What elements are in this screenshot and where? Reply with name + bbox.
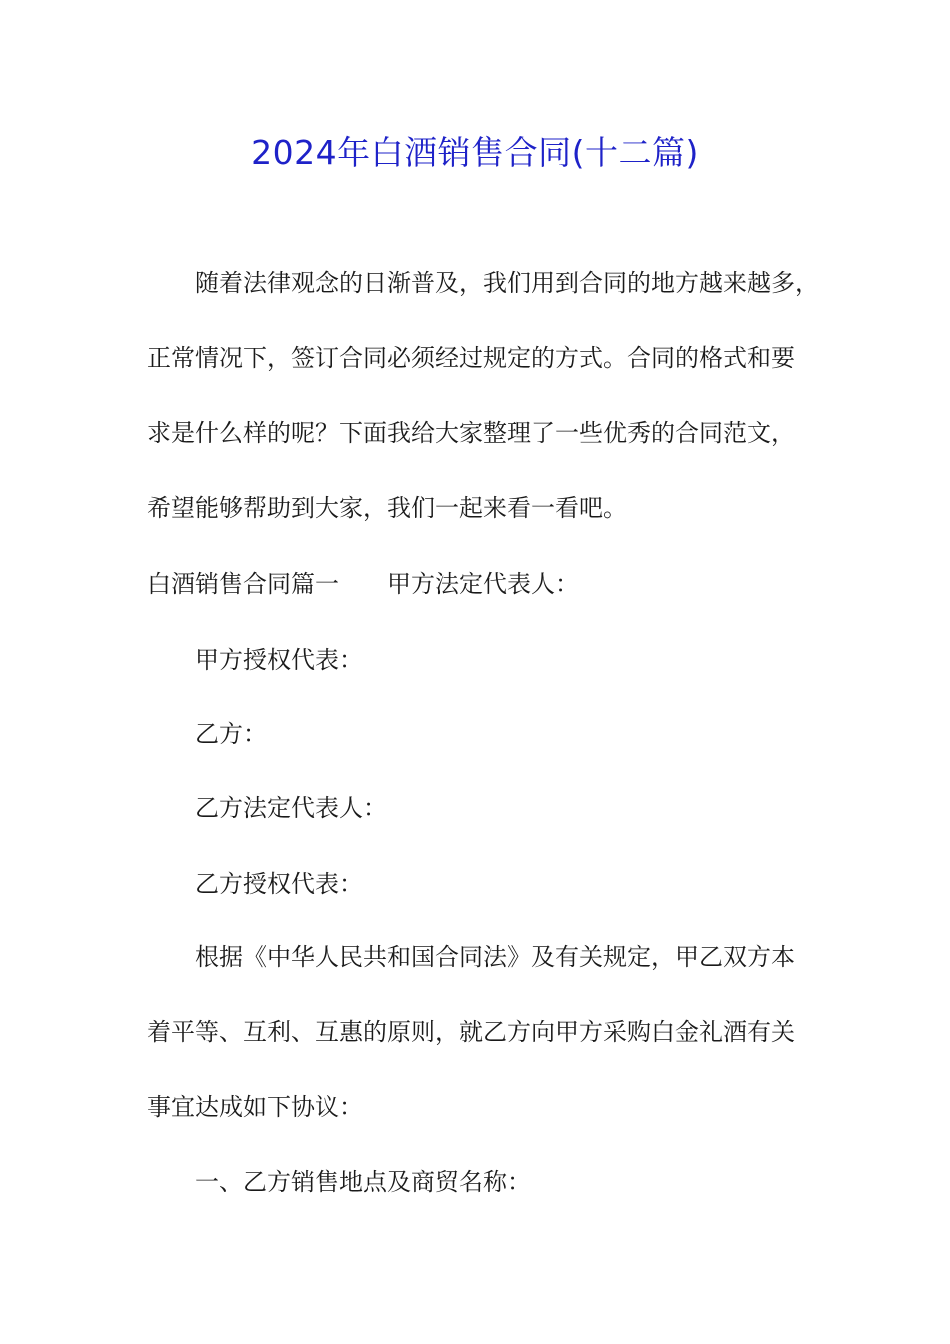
basis-line: 事宜达成如下协议： xyxy=(147,1093,363,1121)
intro-line: 希望能够帮助到大家，我们一起来看一看吧。 xyxy=(147,494,627,522)
intro-paragraph xyxy=(147,246,817,546)
intro-line: 求是什么样的呢？下面我给大家整理了一些优秀的合同范文， xyxy=(147,419,795,447)
party-b: 乙方： xyxy=(195,720,267,748)
party-b-authorized-rep: 乙方授权代表： xyxy=(195,870,363,898)
basis-line: 着平等、互利、互惠的原则，就乙方向甲方采购白金礼酒有关 xyxy=(147,1018,795,1046)
section-heading: 白酒销售合同篇一 xyxy=(147,570,339,598)
clause-1-heading: 一、乙方销售地点及商贸名称： xyxy=(195,1168,531,1196)
party-a-legal-rep: 甲方法定代表人： xyxy=(387,570,579,598)
intro-line: 正常情况下，签订合同必须经过规定的方式。合同的格式和要 xyxy=(147,344,795,372)
intro-line: 随着法律观念的日渐普及，我们用到合同的地方越来越多， xyxy=(195,269,819,297)
party-b-legal-rep: 乙方法定代表人： xyxy=(195,794,387,822)
document-title: 2024年白酒销售合同(十二篇) xyxy=(251,133,699,172)
basis-line: 根据《中华人民共和国合同法》及有关规定，甲乙双方本 xyxy=(195,943,795,971)
section-heading-row xyxy=(147,564,579,604)
basis-paragraph xyxy=(147,920,817,1145)
party-a-authorized-rep: 甲方授权代表： xyxy=(195,646,363,674)
